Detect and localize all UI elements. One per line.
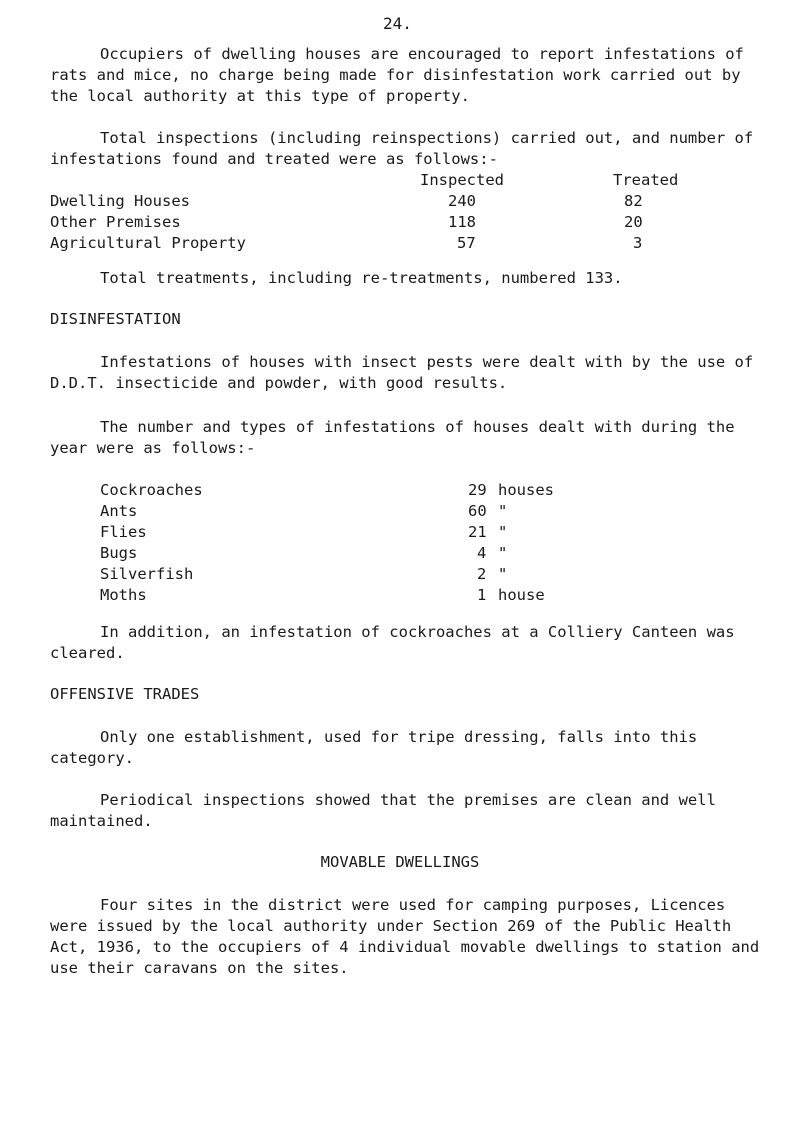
- row-treated: 20: [624, 213, 643, 231]
- pest-count: 29: [468, 481, 487, 499]
- pest-count: 60: [468, 502, 487, 520]
- pest-name: Flies: [100, 523, 147, 541]
- row-inspected: 118: [448, 213, 476, 231]
- offensive-paragraph-1: Only one establishment, used for tripe dressing, falls into this category.: [50, 728, 698, 767]
- addition-paragraph: In addition, an infestation of cockroaches at a Colliery Canteen was cleared.: [50, 623, 735, 662]
- page-number: 24.: [383, 14, 412, 33]
- pest-name: Bugs: [100, 544, 138, 562]
- inspections-paragraph: Total inspections (including reinspections) carried out, and number of infestations found and treated were as follows:-: [50, 129, 754, 168]
- pest-count: 21: [468, 523, 487, 541]
- row-inspected: 240: [448, 192, 476, 210]
- header-inspected: Inspected: [420, 171, 504, 189]
- pest-count: 4: [477, 544, 487, 562]
- pest-unit: ": [498, 523, 508, 541]
- pest-name: Silverfish: [100, 565, 194, 583]
- pest-count: 1: [477, 586, 487, 604]
- pest-count: 2: [477, 565, 487, 583]
- row-treated: 82: [624, 192, 643, 210]
- types-paragraph: The number and types of infestations of houses dealt with during the year were as follows:-: [50, 418, 735, 457]
- pest-unit: ": [498, 502, 508, 520]
- row-label: Dwelling Houses: [50, 192, 190, 210]
- row-label: Other Premises: [50, 213, 181, 231]
- pest-unit: ": [498, 565, 508, 583]
- pests-table: [100, 480, 620, 606]
- pest-unit: houses: [498, 481, 554, 499]
- pest-name: Cockroaches: [100, 481, 203, 499]
- disinfestation-paragraph: Infestations of houses with insect pests were dealt with by the use of D.D.T. insecticide and powder, with good results.: [50, 353, 754, 392]
- inspections-table: [50, 170, 770, 254]
- movable-paragraph: Four sites in the district were used for camping purposes, Licences were issued by the local authority under Section 269 of the Public Health Act, 1936, to the occupiers of 4 individual movable dwellings to station and use their caravans on the sites.: [50, 896, 760, 977]
- row-label: Agricultural Property: [50, 234, 246, 252]
- header-treated: Treated: [613, 171, 679, 189]
- pest-unit: ": [498, 544, 508, 562]
- row-inspected: 57: [457, 234, 476, 252]
- pest-name: Moths: [100, 586, 147, 604]
- disinfestation-heading: DISINFESTATION: [50, 310, 181, 328]
- movable-dwellings-heading: MOVABLE DWELLINGS: [320, 853, 480, 871]
- offensive-paragraph-2: Periodical inspections showed that the premises are clean and well maintained.: [50, 791, 716, 830]
- pest-name: Ants: [100, 502, 138, 520]
- total-treatments: Total treatments, including re-treatments, numbered 133.: [100, 269, 623, 287]
- intro-paragraph: Occupiers of dwelling houses are encouraged to report infestations of rats and mice, no charge being made for disinfestation work carried out by the local authority at this type of property.: [50, 45, 744, 105]
- offensive-trades-heading: OFFENSIVE TRADES: [50, 685, 200, 703]
- pest-unit: house: [498, 586, 545, 604]
- row-treated: 3: [633, 234, 643, 252]
